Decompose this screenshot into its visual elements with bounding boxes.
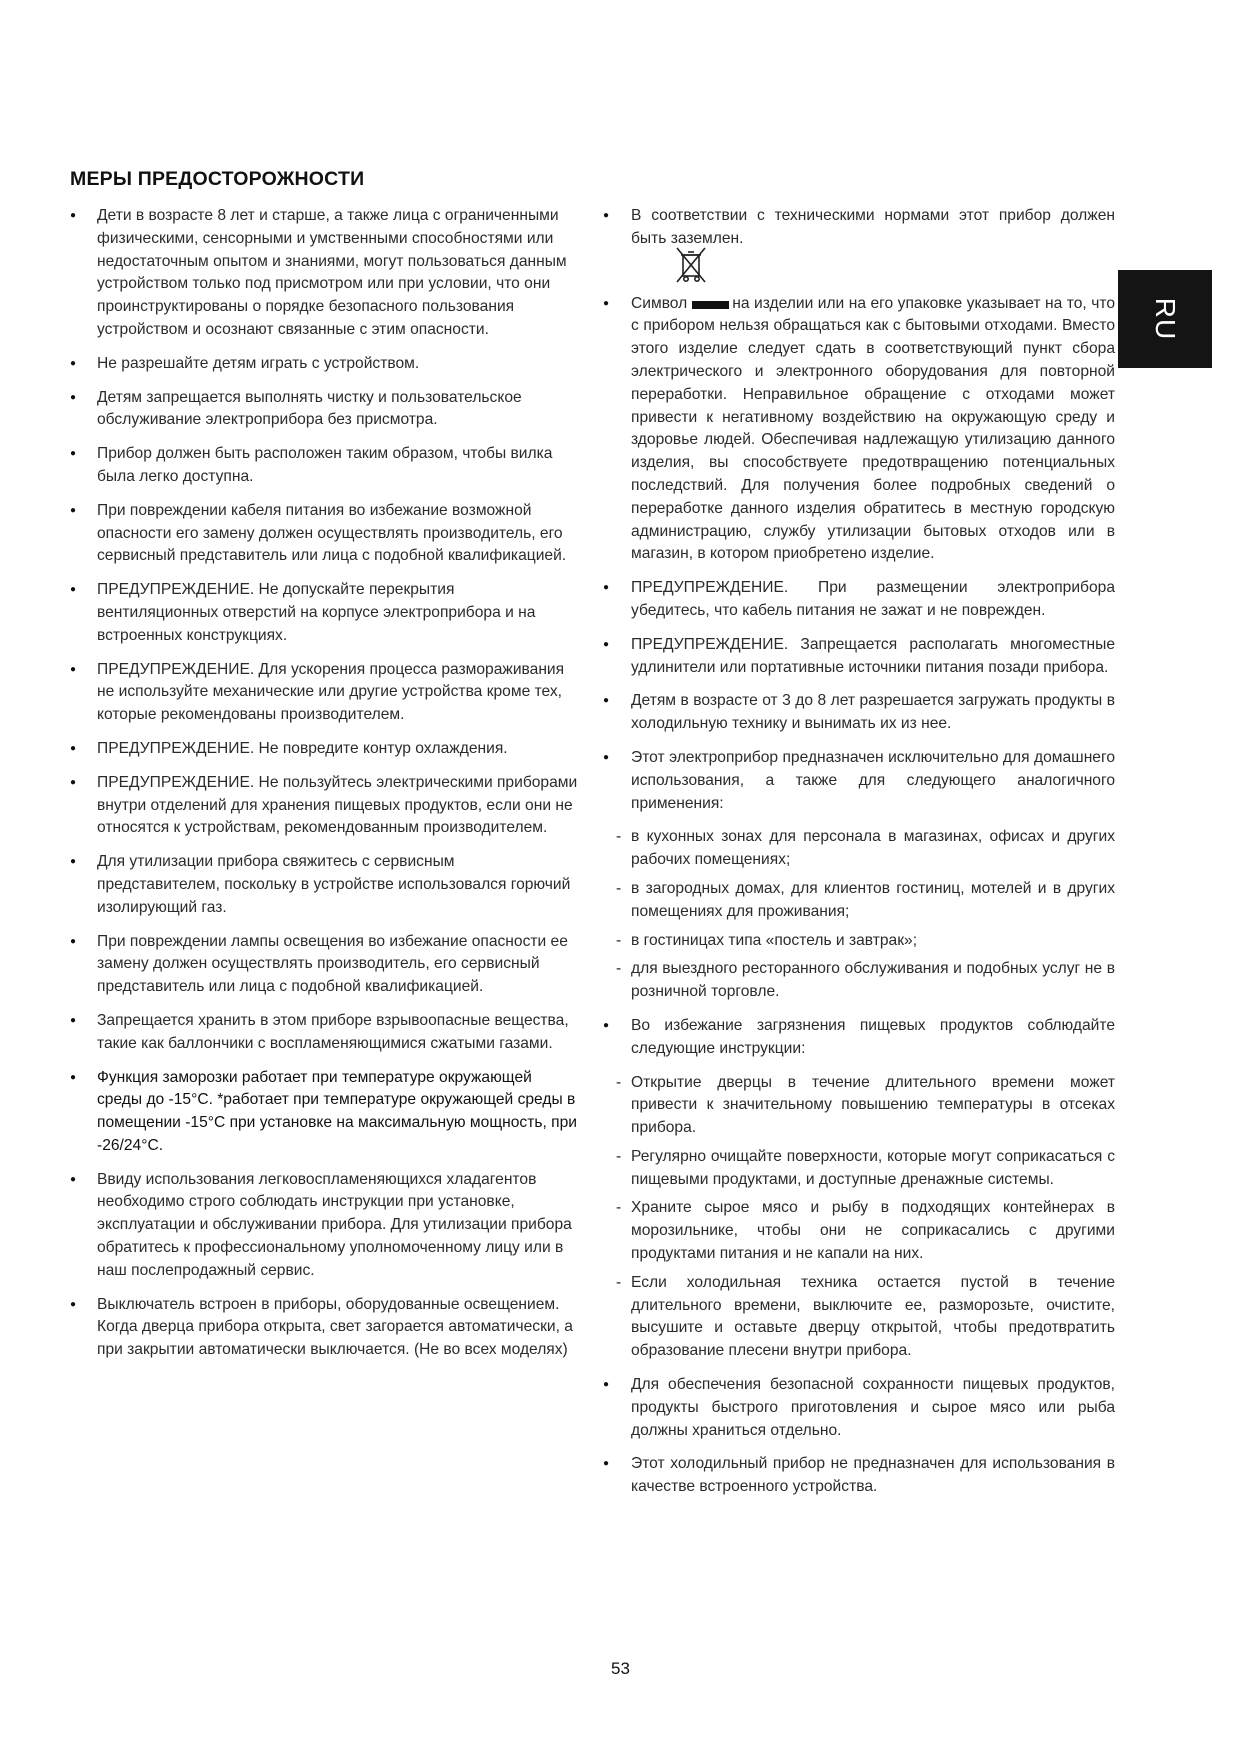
- list-item: ● ПРЕДУПРЕЖДЕНИЕ. Не повредите контур охлаждения.: [70, 738, 580, 761]
- list-item: ● ПРЕДУПРЕЖДЕНИЕ. Запрещается располагать многоместные удлинители или портативные источники питания позади прибора.: [603, 634, 1115, 680]
- list-item: ● При повреждении кабеля питания во избежание возможной опасности его замену должен осуществлять производитель, его сервисный представитель или лица с подобной квалификацией.: [70, 500, 580, 568]
- list-item: ● ПРЕДУПРЕЖДЕНИЕ. Не допускайте перекрытия вентиляционных отверстий на корпусе электроприбора и на встроенных конструкциях.: [70, 579, 580, 647]
- list-item: ● Выключатель встроен в приборы, оборудованные освещением. Когда дверца прибора открыта, свет загорается автоматически, а при закрытии автоматически выключается. (Не во всех моделях): [70, 1294, 580, 1362]
- page-title: МЕРЫ ПРЕДОСТОРОЖНОСТИ: [70, 168, 365, 190]
- list-item: ● Для обеспечения безопасной сохранности пищевых продуктов, продукты быстрого приготовления и сырое мясо или рыба должны храниться отдельно.: [603, 1374, 1115, 1442]
- sub-list-item: - Регулярно очищайте поверхности, которые могут соприкасаться с пищевыми продуктами, и доступные дренажные системы.: [603, 1146, 1115, 1192]
- list-item: ● Прибор должен быть расположен таким образом, чтобы вилка была легко доступна.: [70, 443, 580, 489]
- language-tab: [1118, 270, 1212, 368]
- sub-list-item: - Храните сырое мясо и рыбу в подходящих контейнерах в морозильнике, чтобы они не соприкасались с другими продуктами питания и не капали на них.: [603, 1197, 1115, 1265]
- page-number: 53: [611, 1659, 630, 1678]
- list-item: ● Функция заморозки работает при температуре окружающей среды до -15°C. *работает при температуре окружающей среды в помещении -15°C при установке на максимальную мощность, при -26/24°C.: [70, 1067, 580, 1158]
- sub-list-item: - в загородных домах, для клиентов гостиниц, мотелей и в других помещениях для проживания;: [603, 878, 1115, 924]
- list-item: ● Детям в возрасте от 3 до 8 лет разрешается загружать продукты в холодильную технику и вынимать их из нее.: [603, 690, 1115, 736]
- list-item: ● Дети в возрасте 8 лет и старше, а также лица с ограниченными физическими, сенсорными и умственными способностями или недостаточным опытом и знаниями, могут пользоваться данным устройством только под присмотром или при условии, что они проинструктированы о порядке безопасного пользования устройством и осознают связанные с этим опасности.: [70, 205, 580, 342]
- sub-list-item: - в гостиницах типа «постель и завтрак»;: [603, 930, 1115, 953]
- right-column: [603, 205, 1115, 1510]
- list-item: ● Этот электроприбор предназначен исключительно для домашнего использования, а также для следующего аналогичного применения:: [603, 747, 1115, 815]
- list-item: ● Во избежание загрязнения пищевых продуктов соблюдайте следующие инструкции:: [603, 1015, 1115, 1061]
- sub-list-item: - Открытие дверцы в течение длительного времени может привести к значительному повышению температуры в отсеках прибора.: [603, 1072, 1115, 1140]
- sub-list-item: - в кухонных зонах для персонала в магазинах, офисах и других рабочих помещениях;: [603, 826, 1115, 872]
- sub-list-item: - для выездного ресторанного обслуживания и подобных услуг не в розничной торговле.: [603, 958, 1115, 1004]
- list-item: ● В соответствии с техническими нормами этот прибор должен быть заземлен.: [603, 205, 1115, 251]
- list-item: ● При повреждении лампы освещения во избежание опасности ее замену должен осуществлять производитель, его сервисный представитель или лица с подобной квалификацией.: [70, 931, 580, 999]
- list-item: ● Не разрешайте детям играть с устройством.: [70, 353, 580, 376]
- list-item: ● ПРЕДУПРЕЖДЕНИЕ. При размещении электроприбора убедитесь, что кабель питания не зажат и не поврежден.: [603, 577, 1115, 623]
- left-column: [70, 205, 580, 1373]
- list-item: ● Ввиду использования легковоспламеняющихся хладагентов необходимо строго соблюдать инструкции при установке, эксплуатации и обслуживании прибора. Для утилизации прибора обратитесь к профессиональному уполномоченному лицу или в наш послепродажный сервис.: [70, 1169, 580, 1283]
- list-item: ● Детям запрещается выполнять чистку и пользовательское обслуживание электроприбора без присмотра.: [70, 387, 580, 433]
- list-item: ● Этот холодильный прибор не предназначен для использования в качестве встроенного устройства.: [603, 1453, 1115, 1499]
- weee-bin-icon: [673, 246, 709, 286]
- list-item: ● Запрещается хранить в этом приборе взрывоопасные вещества, такие как баллончики с воспламеняющимися сжатыми газами.: [70, 1010, 580, 1056]
- list-item: ● Для утилизации прибора свяжитесь с сервисным представителем, поскольку в устройстве использовался горючий изолирующий газ.: [70, 851, 580, 919]
- weee-text: на изделии или на его упаковке указывает на то, что с прибором нельзя обращаться как с бытовыми отходами. Вместо этого изделие следует сдать в соответствующий пункт сбора электрического и электронного оборудования для повторной переработки. Неправильное обращение с отходами может привести к негативному воздействию на окружающую среду и здоровье людей. Обеспечивая надлежащую утилизацию данного изделия, вы способствуете предотвращению потенциальных последствий. Для получения более подробных сведений о переработке данного изделия обратитесь в местную городскую администрацию, службу утилизации бытовых отходов или в магазин, в котором приобретено изделие.: [631, 294, 1115, 563]
- sub-list-item: - Если холодильная техника остается пустой в течение длительного времени, выключите ее, разморозьте, очистите, высушите и оставьте дверцу открытой, чтобы предотвратить образование плесени внутри прибора.: [603, 1272, 1115, 1363]
- list-item: ● ПРЕДУПРЕЖДЕНИЕ. Не пользуйтесь электрическими приборами внутри отделений для хранения пищевых продуктов, если они не относятся к устройствам, рекомендованным производителем.: [70, 772, 580, 840]
- weee-bar-icon: [692, 301, 729, 309]
- weee-paragraph: [603, 293, 1115, 567]
- list-item: ● ПРЕДУПРЕЖДЕНИЕ. Для ускорения процесса размораживания не используйте механические или другие устройства кроме тех, которые рекомендованы производителем.: [70, 659, 580, 727]
- language-label: RU: [1149, 297, 1181, 341]
- weee-prefix: Символ: [631, 294, 688, 312]
